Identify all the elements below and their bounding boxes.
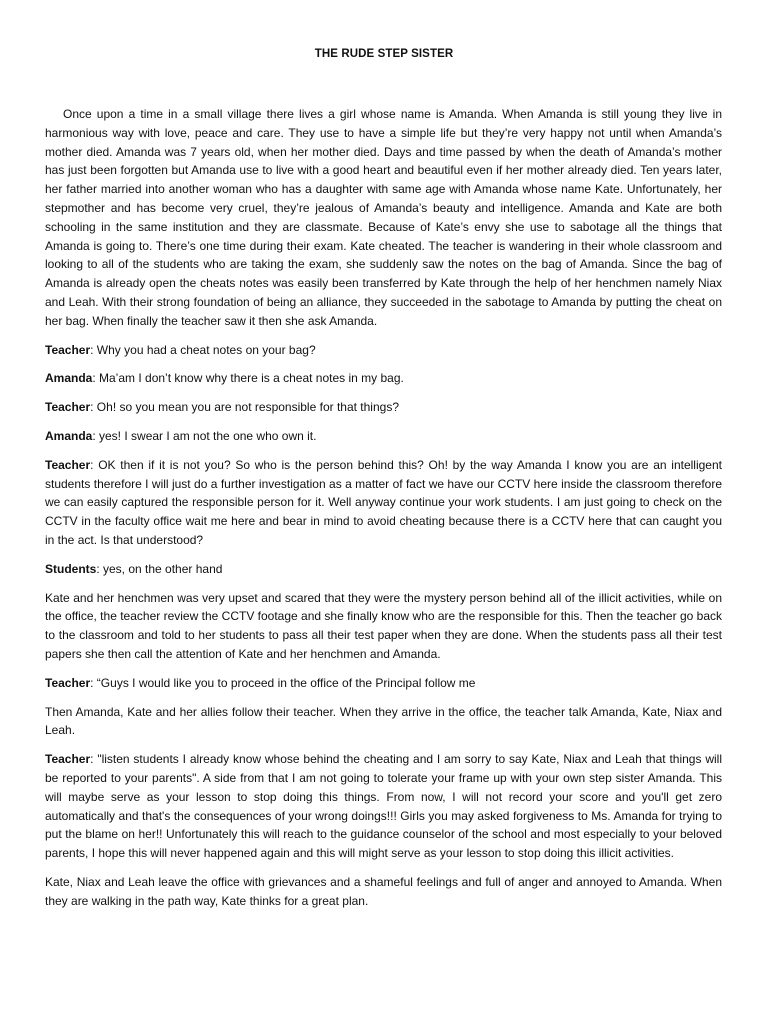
speaker-name: Teacher xyxy=(45,457,91,472)
speaker-name: Teacher xyxy=(45,752,91,767)
speaker-name: Teacher xyxy=(45,675,91,690)
dialogue-text: : Ma’am I don’t know why there is a cheat notes in my bag. xyxy=(92,371,404,386)
paragraph-text: Kate, Niax and Leah leave the office with grievances and a shameful feelings and full of anger and annoyed to Amanda. When they are walking in the path way, Kate thinks for a great plan. xyxy=(45,874,722,908)
dialogue-text: : "listen students I already know whose behind the cheating and I am sorry to say Kate, Niax and Leah that things will be reported to your parents". A side from that I am not going to tolerate your frame up with your own step sister Amanda. This will maybe serve as your lesson to stop doing this things. From now, I will not record your score and you'll get zero automatically and that's the consequences of your wrong doings!!! Girls you may asked forgiveness to Ms. Amanda for trying to put the blame on her!! Unfortunately this will reach to the guidance counselor of the school and most especially to your beloved parents, I hope this will never happened again and this will might serve as your lesson to stop doing this illicit activities. xyxy=(45,752,722,861)
story-paragraph xyxy=(45,589,722,664)
dialogue-text: : Oh! so you mean you are not responsible for that things? xyxy=(90,400,399,415)
dialogue-line xyxy=(45,456,722,550)
dialogue-line xyxy=(45,750,722,863)
dialogue-text: : yes, on the other hand xyxy=(96,561,223,576)
dialogue-text: : yes! I swear I am not the one who own it. xyxy=(92,428,317,443)
speaker-name: Teacher xyxy=(45,342,91,357)
dialogue-line xyxy=(45,560,722,579)
story-paragraph xyxy=(45,873,722,911)
dialogue-line xyxy=(45,369,722,388)
speaker-name: Amanda xyxy=(45,371,93,386)
document-title: THE RUDE STEP SISTER xyxy=(314,48,454,60)
document-body xyxy=(45,105,722,920)
story-paragraph xyxy=(45,105,722,331)
speaker-name: Students xyxy=(45,561,97,576)
dialogue-text: : Why you had a cheat notes on your bag? xyxy=(90,342,316,357)
dialogue-line xyxy=(45,398,722,417)
speaker-name: Teacher xyxy=(45,400,91,415)
paragraph-text: Kate and her henchmen was very upset and scared that they were the mystery person behind all of the illicit activities, while on the office, the teacher review the CCTV footage and she finally know who are the responsible for this. Then the teacher go back to the classroom and told to her students to pass all their test paper when they are done. When the students pass all their test papers she then call the attention of Kate and her henchmen and Amanda. xyxy=(45,590,722,661)
paragraph-text: Once upon a time in a small village there lives a girl whose name is Amanda. When Amanda is still young they live in harmonious way with love, peace and care. They use to have a simple life but they’re very happy not until when Amanda’s mother died. Amanda was 7 years old, when her mother died. Days and time passed by when the death of Amanda’s mother has just been forgotten but Amanda use to live with a good heart and beautiful even if her mother already died. Ten years later, her father married into another woman who has a daughter with same age with Amanda whose name Kate. Unfortunately, her stepmother and has become very cruel, they’re jealous of Amanda’s beauty and intelligence. Amanda and Kate are both schooling in the same institution and they are classmate. Because of Kate’s envy she use to sabotage all the things that Amanda is going to. There’s one time during their exam. Kate cheated. The teacher is wandering in their whole classroom and looking to all of the students who are taking the exam, she suddenly saw the notes on the bag of Amanda. Since the bag of Amanda is already open the cheats notes was easily been transferred by Kate through the help of her henchmen namely Niax and Leah. With their strong foundation of being an alliance, they succeeded in the sabotage to Amanda by putting the cheat on her bag. When finally the teacher saw it then she ask Amanda. xyxy=(45,107,722,328)
dialogue-line xyxy=(45,674,722,693)
dialogue-text: : “Guys I would like you to proceed in the office of the Principal follow me xyxy=(90,675,476,690)
dialogue-line xyxy=(45,427,722,446)
dialogue-text: : OK then if it is not you? So who is the person behind this? Oh! by the way Amanda I know you are an intelligent students therefore I will just do a further investigation as a matter of fact we have our CCTV here inside the classroom therefore we can easily captured the responsible person for it. Well anyway continue your work students. I am just going to check on the CCTV in the faculty office wait me here and bear in mind to avoid cheating because there is a CCTV here that can caught you in the act. Is that understood? xyxy=(45,457,722,547)
story-paragraph xyxy=(45,703,722,741)
dialogue-line xyxy=(45,341,722,360)
speaker-name: Amanda xyxy=(45,428,93,443)
paragraph-text: Then Amanda, Kate and her allies follow their teacher. When they arrive in the office, the teacher talk Amanda, Kate, Niax and Leah. xyxy=(45,704,722,738)
